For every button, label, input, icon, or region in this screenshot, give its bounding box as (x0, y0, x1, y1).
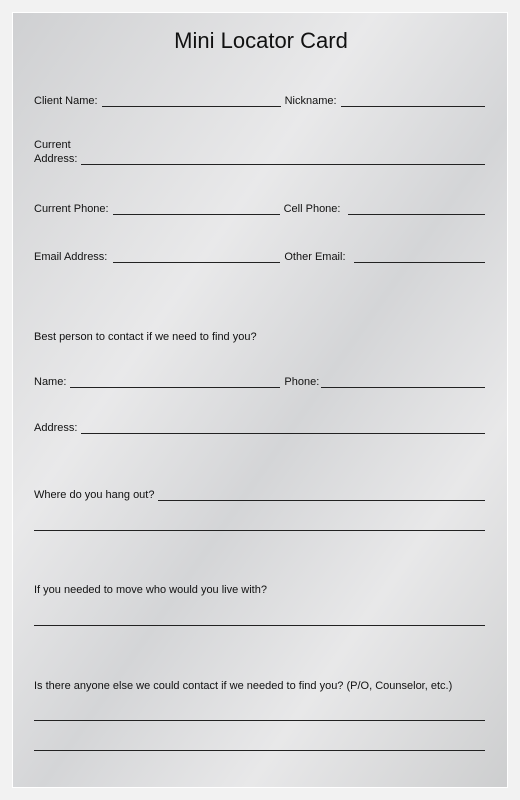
email-address-field[interactable] (113, 262, 280, 263)
current-phone-field[interactable] (113, 214, 280, 215)
contact-name-row (34, 376, 485, 389)
card-title: Mini Locator Card (174, 28, 348, 53)
anyone-else-question: Is there anyone else we could contact if we needed to find you? (P/O, Counselor, etc.) (34, 680, 453, 692)
contact-address-row (34, 422, 485, 435)
client-name-row (34, 95, 485, 108)
nickname-field[interactable] (341, 106, 485, 107)
email-address-label: Email Address: (34, 251, 108, 263)
contact-name-label: Name: (34, 376, 67, 388)
locator-card (12, 12, 508, 788)
current-phone-label: Current Phone: (34, 203, 109, 215)
contact-name-field[interactable] (70, 387, 280, 388)
client-name-label: Client Name: (34, 95, 98, 107)
anyone-else-field-line2[interactable] (34, 750, 485, 751)
cell-phone-label: Cell Phone: (283, 203, 341, 215)
email-row (34, 251, 485, 264)
move-live-with-field[interactable] (34, 625, 485, 626)
current-address-label: Address: (34, 153, 78, 165)
best-person-question: Best person to contact if we need to find you? (34, 331, 257, 343)
other-email-field[interactable] (354, 262, 485, 263)
contact-phone-label: Phone: (284, 376, 320, 388)
current-address-field[interactable] (81, 164, 485, 165)
other-email-label: Other Email: (284, 251, 346, 263)
hang-out-row (34, 489, 485, 502)
current-address-row (34, 153, 485, 166)
phone-row (34, 203, 485, 216)
hang-out-field-line2[interactable] (34, 530, 485, 531)
contact-address-field[interactable] (81, 433, 485, 434)
hang-out-field[interactable] (158, 500, 485, 501)
anyone-else-field-line1[interactable] (34, 720, 485, 721)
nickname-label: Nickname: (284, 95, 337, 107)
move-live-with-question: If you needed to move who would you live with? (34, 584, 267, 596)
contact-address-label: Address: (34, 422, 78, 434)
hang-out-label: Where do you hang out? (34, 489, 155, 501)
cell-phone-field[interactable] (348, 214, 485, 215)
current-address-label-line1: Current (34, 139, 71, 151)
client-name-field[interactable] (102, 106, 281, 107)
contact-phone-field[interactable] (321, 387, 485, 388)
